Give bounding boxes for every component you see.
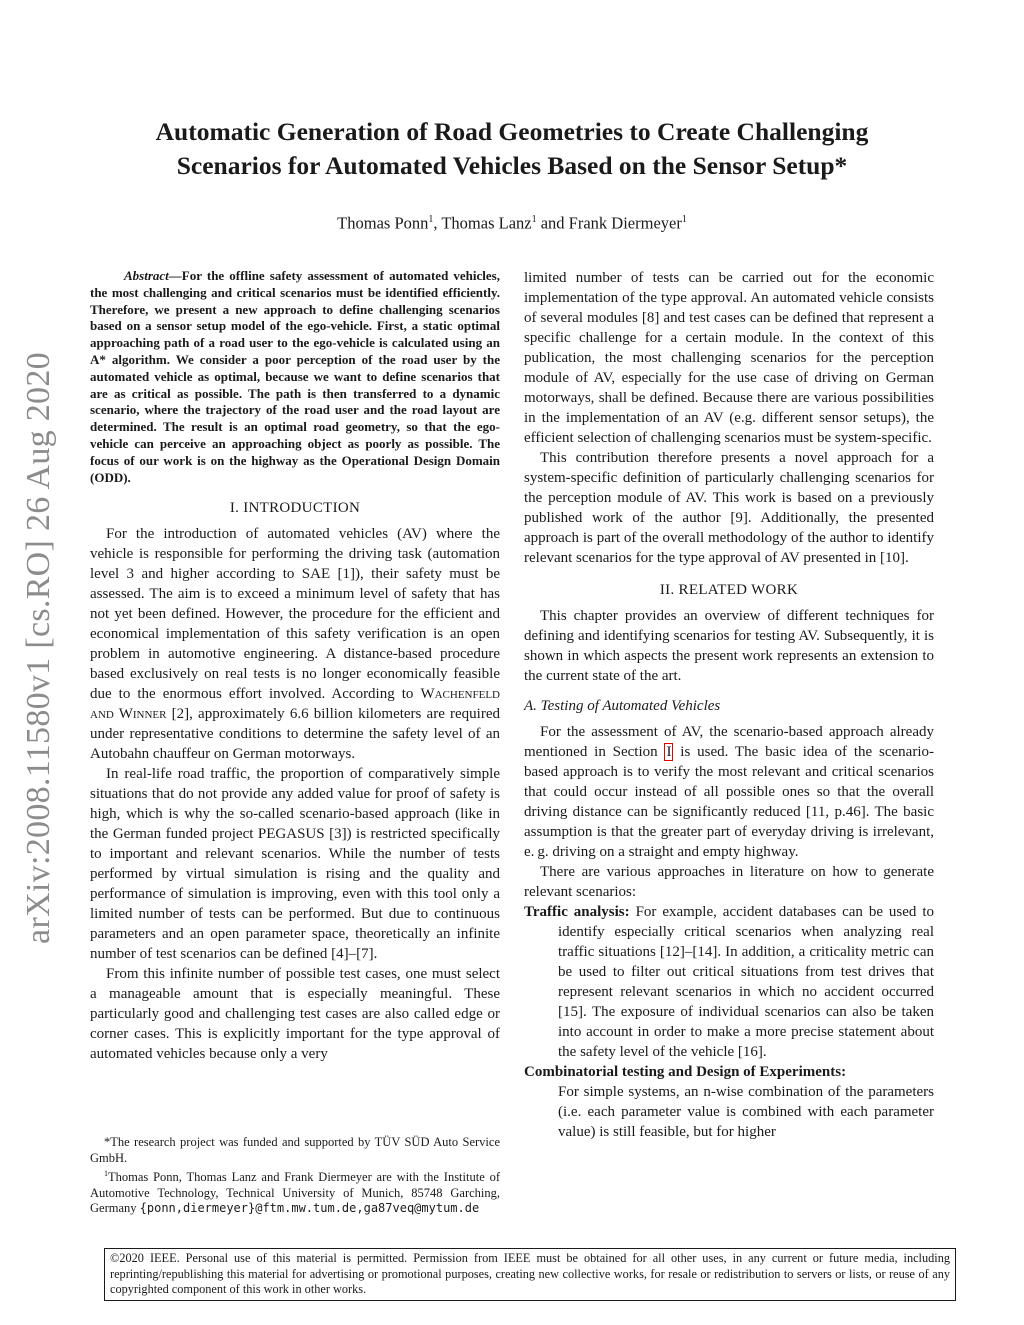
author-separator: , (433, 213, 442, 233)
copyright-notice: ©2020 IEEE. Personal use of this material is permitted. Permission from IEEE must be obtained for all other uses, in any current or future media, including reprinting/republishing this material for advertising or promotional purposes, creating new collective works, for resale or redistribution to servers or lists, or reuse of any copyrighted component of this work in other works. (104, 1248, 956, 1301)
subsection-heading-testing: A. Testing of Automated Vehicles (524, 698, 721, 714)
author-separator: and (536, 213, 569, 233)
list-term: Combinatorial testing and Design of Experiments: (524, 1064, 847, 1080)
author-list (80, 209, 944, 235)
title-line-1: Automatic Generation of Road Geometries to Create Challenging (155, 117, 869, 146)
title-line-2: Scenarios for Automated Vehicles Based on the Sensor Setup* (176, 151, 848, 180)
footnote-mark: 1 (104, 1169, 108, 1178)
related-p2-text-cont: is used. The basic idea of the scenario-based approach is to verify the most relevant and critical scenarios that could occur instead of all possible ones so that the overall driving distance can be significantly reduced [11, p.46]. The basic assumption is that the greater part of everyday driving is irrelevant, e. g. driving on a straight and empty highway. (524, 744, 934, 860)
arxiv-identifier-text: arXiv:2008.11580v1 [cs.RO] 26 Aug 2020 (20, 352, 57, 944)
author-emails: {ponn,diermeyer}@ftm.mw.tum.de,ga87veq@mytum.de (139, 1201, 480, 1216)
paper-title (80, 115, 944, 183)
section-reference-link[interactable]: I (666, 744, 672, 760)
list-item-traffic-analysis (524, 902, 934, 1062)
author-1: Thomas Ponn (337, 213, 429, 233)
intro-p1-text: For the introduction of automated vehicles (AV) where the vehicle is responsible for performing the driving task (automation level 3 and higher according to SAE [1]), their safety must be assessed. The aim is to exceed a minimum level of safety that has not yet been defined. However, the procedure for the efficient and economical implementation of this safety verification is an open problem in automotive engineering. A distance-based procedure based exclusively on real tests is no longer economically feasible due to the enormous effort involved. According to (90, 526, 500, 703)
section-heading-related-work: II. RELATED WORK (659, 582, 799, 598)
footnotes (90, 1135, 500, 1217)
list-description-combinatorial: For simple systems, an n-wise combination of the parameters (i.e. each parameter value is combined with each parameter value) is still feasible, but for higher (558, 1084, 934, 1140)
footnote-affiliation-text: Thomas Ponn, Thomas Lanz and Frank Diermeyer are with the Institute of Automotive Technology, Technical University of Munich, 85748 Garching, Germany (90, 1170, 500, 1216)
intro-paragraph-3: From this infinite number of possible test cases, one must select a manageable amount that is especially meaningful. These particularly good and challenging test cases are also called edge or corner cases. This is explicitly important for the type approval of automated vehicles because only a very (90, 966, 500, 1063)
footnote-funding: *The research project was funded and supported by TÜV SÜD Auto Service GmbH. (90, 1135, 500, 1165)
affiliation-mark: 1 (531, 214, 537, 225)
intro-p1-text-cont: [2], approximately 6.6 billion kilometers are required under representative conditions to determine the safety level of an Autobahn chauffeur on German motorways. (90, 706, 500, 763)
abstract-label: Abstract (124, 268, 169, 283)
list-description: For example, accident databases can be used to identify especially critical scenarios when analyzing real traffic situations [12]–[14]. In addition, a criticality metric can be used to filter out critical situations from test drives that represent relevant scenarios in which no accident occurred [15]. The exposure of individual scenarios can also be taken into account in order to make a more precise statement about the safety level of the vehicle [16]. (558, 904, 934, 1060)
list-item-combinatorial-testing (524, 1062, 934, 1082)
affiliation-mark: 1 (681, 214, 687, 225)
related-paragraph-2 (524, 722, 934, 862)
related-paragraph-1: This chapter provides an overview of different techniques for defining and identifying scenarios for testing AV. Subsequently, it is shown in which aspects the present work represents an extension to the current state of the art. (524, 608, 934, 684)
left-column (90, 268, 500, 1064)
affiliation-mark: 1 (428, 214, 434, 225)
footnote-affiliation (90, 1166, 500, 1217)
intro-paragraph-2: In real-life road traffic, the proportion of comparatively simple situations that do not provide any added value for proof of safety is high, which is why the so-called scenario-based approach (like in the German funded project PEGASUS [3]) is restricted specifically to important and relevant scenarios. While the number of tests performed by virtual simulation is rising and the quality and performance of simulation is improving, even with this tool only a limited number of tests can be performed. But due to continuous parameters and an open parameter space, theoretically an infinite number of test scenarios can be defined [4]–[7]. (90, 766, 500, 963)
abstract-text: For the offline safety assessment of automated vehicles, the most challenging and critical scenarios must be identified efficiently. Therefore, we present a new approach to define challenging scenarios based on a sensor setup model of the ego-vehicle. First, a static optimal approaching path of a road user to the ego-vehicle is calculated using an A* algorithm. We consider a poor perception of the road user by the automated vehicle as optimal, because we want to define scenarios that are as critical as possible. The path is then transferred to a dynamic scenario, where the trajectory of the road user and the road layout are determined. The result is an optimal road geometry, so that the ego-vehicle can perceive an approaching object as poorly as possible. The focus of our work is on the highway as the Operational Design Domain (ODD). (90, 268, 500, 485)
intro-paragraph-1 (90, 524, 500, 764)
section-heading-introduction: I. INTRODUCTION (229, 500, 361, 517)
cited-authors: Wachenfeld and Winner (90, 686, 500, 723)
intro-paragraph-3-continued: limited number of tests can be carried out for the economic implementation of the type approval. An automated vehicle consists of several modules [8] and test cases can be defined that represent a specific challenge for a certain module. In the context of this publication, the most challenging scenarios for the perception module of AV, especially for the use case of driving on German motorways, shall be defined. Because there are various possibilities in the implementation of an AV (e.g. different sensor setups), the efficient selection of challenging scenarios must be system-specific. (524, 270, 934, 446)
author-2: Thomas Lanz (441, 213, 532, 233)
list-term: Traffic analysis: (524, 904, 630, 920)
author-3: Frank Diermeyer (568, 213, 682, 233)
right-column (524, 268, 934, 1142)
intro-paragraph-4: This contribution therefore presents a novel approach for a system-specific definition of particularly challenging scenarios for the perception module of AV. This work is based on a previously published work of the author [9]. Additionally, the presented approach is part of the overall methodology of the author to identify relevant scenarios for the type approval of AV presented in [10]. (524, 450, 934, 566)
abstract (90, 268, 500, 486)
related-paragraph-3: There are various approaches in literature on how to generate relevant scenarios: (524, 864, 934, 900)
related-p2-text: For the assessment of AV, the scenario-based approach already mentioned in Section (524, 724, 934, 760)
abstract-dash: — (168, 268, 182, 283)
arxiv-identifier (6, 342, 72, 954)
